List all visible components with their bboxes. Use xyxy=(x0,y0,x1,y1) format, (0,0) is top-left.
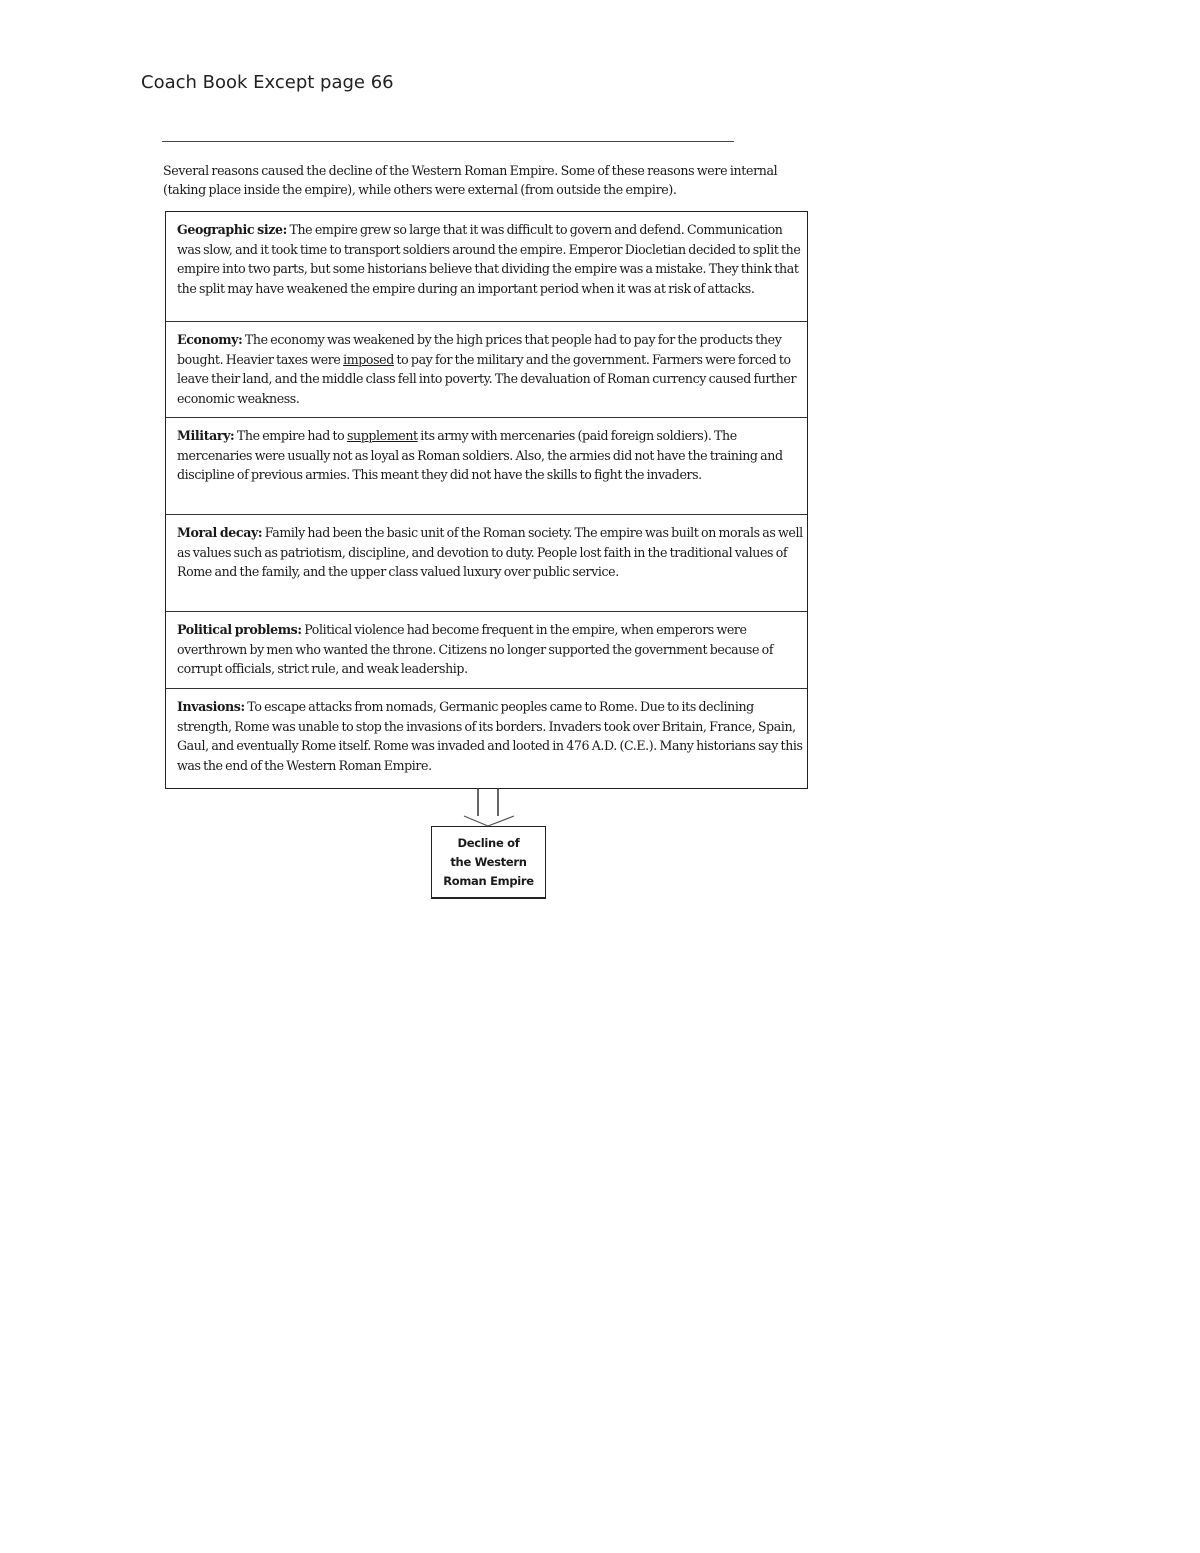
reason-military xyxy=(166,418,807,515)
result-line-3: Roman Empire xyxy=(443,873,534,888)
reason-geographic-size xyxy=(166,212,807,322)
top-rule xyxy=(162,141,734,142)
result-line-1: Decline of xyxy=(457,835,520,850)
reason-text: The empire grew so large that it was difficult to govern and defend. Communication was slow, and it took time to transport soldiers around the empire. Emperor Diocletian decided to split the empire into two parts, but some historians believe that dividing the empire was a mistake. They think that the split may have weakened the empire during an important period when it was at risk of attacks. xyxy=(177,222,801,296)
down-arrow xyxy=(462,788,522,828)
reason-invasions xyxy=(166,689,807,788)
reason-text: The empire had to xyxy=(234,428,347,443)
reason-text-after: to pay for the military and the government. Farmers were forced to leave their land, and the middle class fell into poverty. The devaluation of Roman currency caused further economic weakness. xyxy=(177,351,797,406)
reason-text: The economy was weakened by the high prices that people had to pay for the products they bought. Heavier taxes were xyxy=(177,332,782,367)
reason-term: Economy: xyxy=(177,332,243,347)
reason-text: To escape attacks from nomads, Germanic peoples came to Rome. Due to its declining strength, Rome was unable to stop the invasions of its borders. Invaders took over Britain, France, Spain, Gaul, and eventually Rome itself. Rome was invaded and looted in 476 A.D. (C.E.). Many historians say this was the end of the Western Roman Empire. xyxy=(177,699,803,773)
result-box xyxy=(431,826,546,899)
reason-term: Military: xyxy=(177,428,235,443)
reason-text: Political violence had become frequent in the empire, when emperors were overthrown by men who wanted the throne. Citizens no longer supported the government because of corrupt officials, strict rule, and weak leadership. xyxy=(177,622,774,676)
reason-term: Moral decay: xyxy=(177,525,263,540)
result-line-2: the Western xyxy=(450,854,527,869)
page-header: Coach Book Except page 66 xyxy=(141,72,394,93)
reason-moral-decay xyxy=(166,515,807,612)
result-text xyxy=(443,834,534,891)
reason-term: Political problems: xyxy=(177,622,302,637)
reason-economy xyxy=(166,322,807,418)
reason-underlined-word: supplement xyxy=(346,428,418,443)
reason-text-after: its army with mercenaries (paid foreign soldiers). The mercenaries were usually not as loyal as Roman soldiers. Also, the armies did not have the training and discipline of previous armies. This meant they did not have the skills to fight the invaders. xyxy=(177,428,783,482)
reasons-box xyxy=(165,211,808,789)
reason-political-problems xyxy=(166,612,807,689)
reason-term: Geographic size: xyxy=(177,222,287,237)
down-arrow-icon xyxy=(462,788,522,828)
reason-underlined-word: imposed xyxy=(343,351,394,367)
reason-text: Family had been the basic unit of the Roman society. The empire was built on morals as well as values such as patriotism, discipline, and devotion to duty. People lost faith in the traditional values of Rome and the family, and the upper class valued luxury over public service. xyxy=(177,525,803,579)
reason-term: Invasions: xyxy=(177,699,245,714)
intro-paragraph: Several reasons caused the decline of the Western Roman Empire. Some of these reasons were internal (taking place inside the empire), while others were external (from outside the empire). xyxy=(163,163,778,197)
